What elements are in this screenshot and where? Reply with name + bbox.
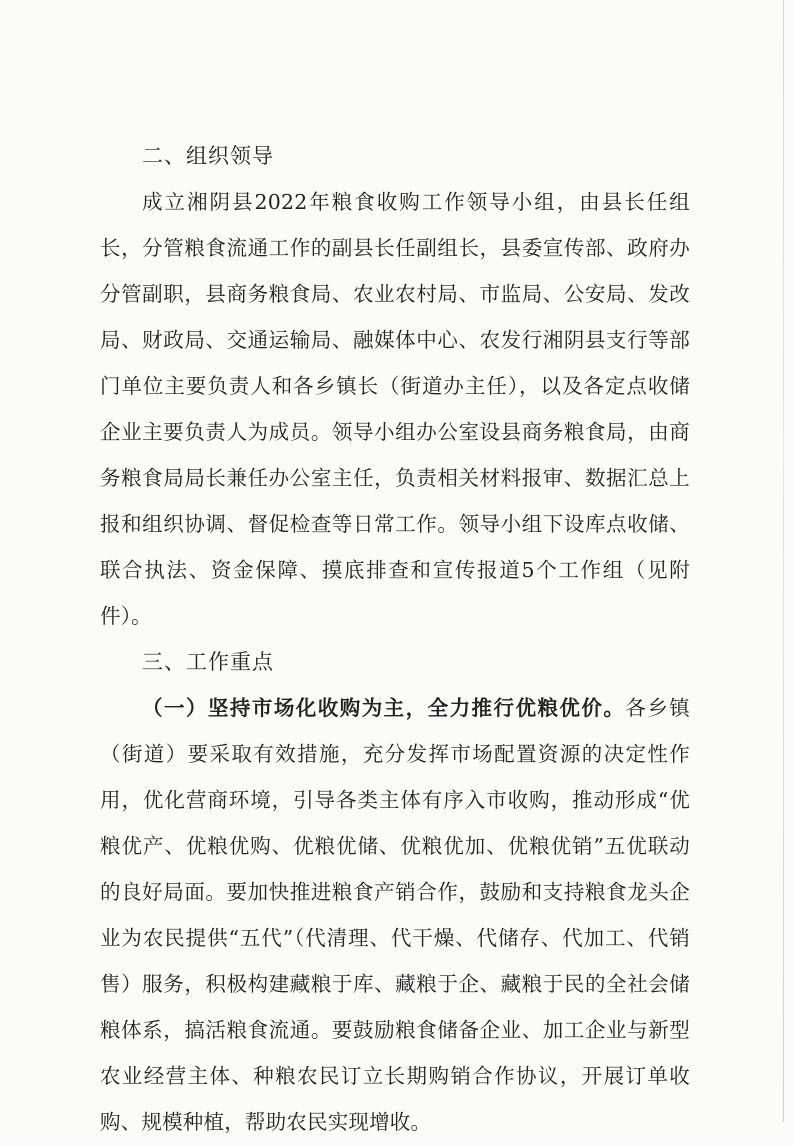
- scan-edge-line: [783, 0, 784, 1122]
- document-body: [100, 133, 690, 1145]
- paragraph-organization: 成立湘阴县2022年粮食收购工作领导小组，由县长任组长，分管粮食流通工作的副县长任副组长，县委宣传部、政府办分管副职，县商务粮食局、农业农村局、市监局、公安局、发改局、财政局、交通运输局、融媒体中心、农发行湘阴县支行等部门单位主要负责人和各乡镇长（街道办主任），以及各定点收储企业主要负责人为成员。领导小组办公室设县商务粮食局，由商务粮食局局长兼任办公室主任，负责相关材料报审、数据汇总上报和组织协调、督促检查等日常工作。领导小组下设库点收储、联合执法、资金保障、摸底排查和宣传报道5个工作组（见附件）。: [100, 190, 690, 628]
- paragraph-market-purchase-text: 各乡镇（街道）要采取有效措施，充分发挥市场配置资源的决定性作用，优化营商环境，引导各类主体有序入市收购，推动形成“优粮优产、优粮优购、优粮优储、优粮优加、优粮优销”五优联动的良好局面。要加快推进粮食产销合作，鼓励和支持粮食龙头企业为农民提供“五代”（代清理、代干燥、代储存、代加工、代销售）服务，积极构建藏粮于库、藏粮于企、藏粮于民的全社会储粮体系，搞活粮食流通。要鼓励粮食储备企业、加工企业与新型农业经营主体、种粮农民订立长期购销合作协议，开展订单收购、规模种植，帮助农民实现增收。: [100, 696, 690, 1134]
- paragraph-market-purchase: [100, 685, 690, 1145]
- section-heading-organization: 二、组织领导: [142, 144, 274, 168]
- section-heading-work-focus: 三、工作重点: [142, 650, 274, 674]
- subsection-title-market-purchase: （一）坚持市场化收购为主，全力推行优粮优价。: [142, 696, 626, 720]
